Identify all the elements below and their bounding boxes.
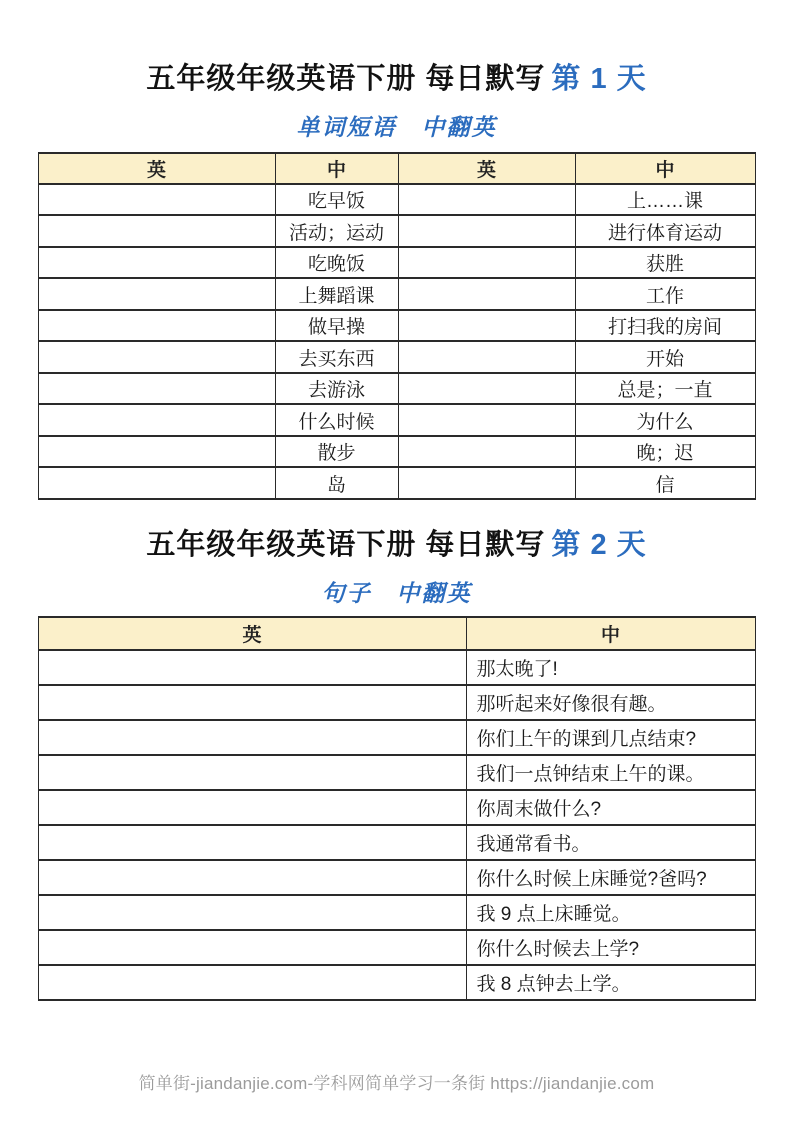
english-answer-cell — [398, 341, 575, 373]
day1-vocab-table — [38, 152, 756, 500]
chinese-prompt-cell: 获胜 — [575, 247, 755, 279]
table-row — [38, 685, 755, 720]
section2-title — [0, 528, 793, 563]
english-answer-cell — [38, 860, 466, 895]
chinese-prompt-cell: 总是；一直 — [575, 373, 755, 405]
chinese-sentence-cell: 你什么时候上床睡觉?爸吗? — [466, 860, 755, 895]
chinese-prompt-cell: 为什么 — [575, 404, 755, 436]
chinese-prompt-cell: 做早操 — [275, 310, 398, 342]
chinese-prompt-cell: 信 — [575, 467, 755, 499]
col-header-english: 英 — [38, 153, 275, 184]
english-answer-cell — [38, 650, 466, 685]
table-row — [38, 310, 755, 342]
chinese-sentence-cell: 你什么时候去上学? — [466, 930, 755, 965]
english-answer-cell — [38, 790, 466, 825]
day2-sentence-table — [38, 616, 756, 1001]
table-row — [38, 650, 755, 685]
english-answer-cell — [38, 930, 466, 965]
chinese-prompt-cell: 去买东西 — [275, 341, 398, 373]
table-row — [38, 720, 755, 755]
english-answer-cell — [38, 341, 275, 373]
english-answer-cell — [38, 247, 275, 279]
english-answer-cell — [38, 278, 275, 310]
chinese-prompt-cell: 岛 — [275, 467, 398, 499]
chinese-prompt-cell: 散步 — [275, 436, 398, 468]
chinese-prompt-cell: 上……课 — [575, 184, 755, 216]
chinese-sentence-cell: 我 8 点钟去上学。 — [466, 965, 755, 1000]
chinese-prompt-cell: 吃晚饭 — [275, 247, 398, 279]
section2-subtitle: 句子 中翻英 — [321, 579, 472, 607]
section1-title-main: 五年级年级英语下册 每日默写 — [146, 63, 546, 95]
english-answer-cell — [398, 404, 575, 436]
table-row — [38, 825, 755, 860]
table-header-row — [38, 153, 755, 184]
table-row — [38, 755, 755, 790]
chinese-sentence-cell: 你们上午的课到几点结束? — [466, 720, 755, 755]
col-header-english: 英 — [38, 617, 466, 650]
table-row — [38, 790, 755, 825]
col-header-chinese: 中 — [575, 153, 755, 184]
english-answer-cell — [398, 215, 575, 247]
english-answer-cell — [38, 184, 275, 216]
chinese-prompt-cell: 开始 — [575, 341, 755, 373]
english-answer-cell — [398, 247, 575, 279]
chinese-prompt-cell: 晚；迟 — [575, 436, 755, 468]
section1-title — [0, 0, 793, 97]
chinese-prompt-cell: 活动；运动 — [275, 215, 398, 247]
english-answer-cell — [38, 895, 466, 930]
col-header-chinese: 中 — [275, 153, 398, 184]
english-answer-cell — [38, 404, 275, 436]
chinese-sentence-cell: 我通常看书。 — [466, 825, 755, 860]
english-answer-cell — [38, 720, 466, 755]
table-row — [38, 215, 755, 247]
col-header-chinese: 中 — [466, 617, 755, 650]
english-answer-cell — [398, 436, 575, 468]
col-header-english: 英 — [398, 153, 575, 184]
section2-title-day: 第 2 天 — [551, 528, 647, 561]
table-row — [38, 860, 755, 895]
section1-subtitle: 单词短语 中翻英 — [296, 113, 497, 141]
section-day1 — [0, 0, 793, 500]
english-answer-cell — [38, 310, 275, 342]
chinese-prompt-cell: 上舞蹈课 — [275, 278, 398, 310]
english-answer-cell — [38, 436, 275, 468]
table-row — [38, 184, 755, 216]
english-answer-cell — [38, 215, 275, 247]
chinese-sentence-cell: 你周末做什么? — [466, 790, 755, 825]
chinese-prompt-cell: 吃早饭 — [275, 184, 398, 216]
chinese-prompt-cell: 去游泳 — [275, 373, 398, 405]
table-row — [38, 930, 755, 965]
english-answer-cell — [398, 373, 575, 405]
english-answer-cell — [398, 278, 575, 310]
english-answer-cell — [38, 373, 275, 405]
table-row — [38, 436, 755, 468]
section2-title-main: 五年级年级英语下册 每日默写 — [146, 528, 546, 561]
table-header-row — [38, 617, 755, 650]
chinese-sentence-cell: 那听起来好像很有趣。 — [466, 685, 755, 720]
chinese-sentence-cell: 那太晚了! — [466, 650, 755, 685]
chinese-prompt-cell: 什么时候 — [275, 404, 398, 436]
section-day2 — [0, 528, 793, 1001]
section1-title-day: 第 1 天 — [551, 63, 647, 95]
table-row — [38, 247, 755, 279]
english-answer-cell — [398, 310, 575, 342]
english-answer-cell — [38, 965, 466, 1000]
table-row — [38, 965, 755, 1000]
table-row — [38, 895, 755, 930]
page-footer: 简单街-jiandanjie.com-学科网简单学习一条街 https://jiandanjie.com — [138, 1074, 655, 1093]
table-row — [38, 341, 755, 373]
chinese-prompt-cell: 打扫我的房间 — [575, 310, 755, 342]
table-row — [38, 404, 755, 436]
english-answer-cell — [38, 467, 275, 499]
chinese-prompt-cell: 工作 — [575, 278, 755, 310]
english-answer-cell — [38, 825, 466, 860]
chinese-prompt-cell: 进行体育运动 — [575, 215, 755, 247]
chinese-sentence-cell: 我 9 点上床睡觉。 — [466, 895, 755, 930]
chinese-sentence-cell: 我们一点钟结束上午的课。 — [466, 755, 755, 790]
table-row — [38, 373, 755, 405]
english-answer-cell — [38, 685, 466, 720]
english-answer-cell — [38, 755, 466, 790]
english-answer-cell — [398, 184, 575, 216]
table-row — [38, 278, 755, 310]
table-row — [38, 467, 755, 499]
english-answer-cell — [398, 467, 575, 499]
